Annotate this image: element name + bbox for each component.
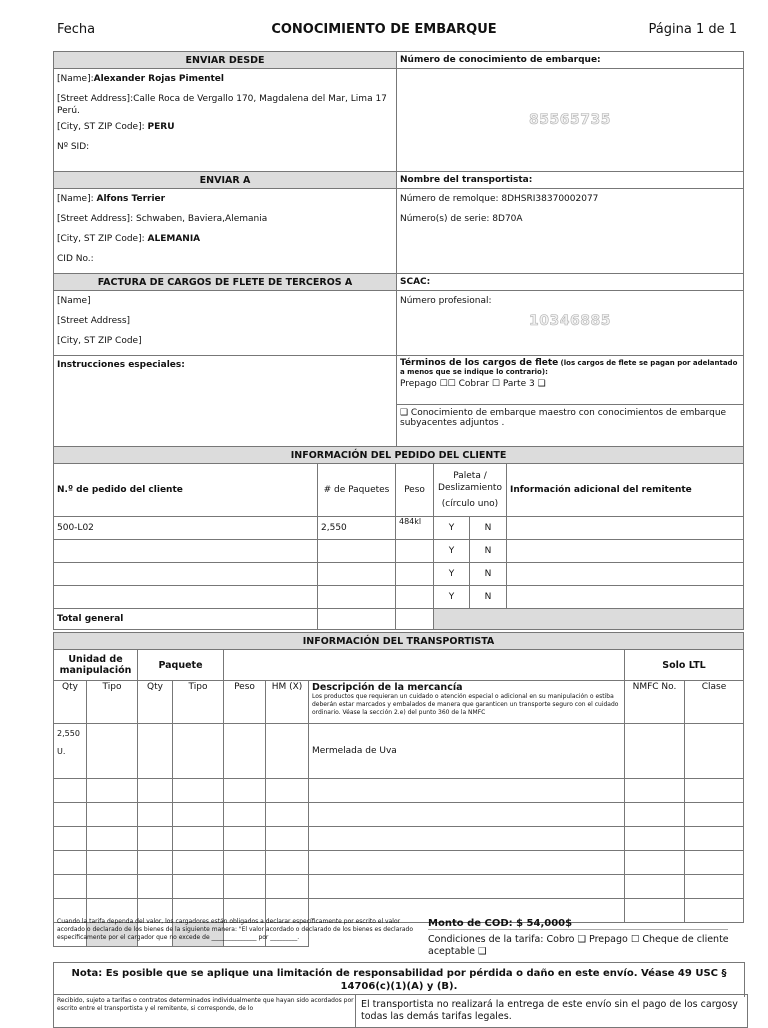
table-row: [54, 724, 744, 779]
master-bol: ❑ Conocimiento de embarque maestro con conocimientos de embarque subyacentes adjuntos .: [397, 405, 744, 450]
cod-amount: Monto de COD: $ 54,000$: [428, 918, 728, 930]
scac-label: SCAC:: [397, 274, 744, 291]
commodity-description: Mermelada de Uva: [309, 724, 625, 779]
order-info: [507, 586, 744, 609]
pkg-type: [173, 724, 224, 779]
ship-to-city-label: [City, ST ZIP Code]:: [57, 234, 145, 244]
carrier-block: [397, 189, 744, 274]
col-nmfc: NMFC No.: [625, 681, 685, 724]
col-pkg-qty: Qty: [138, 681, 173, 724]
document-title: CONOCIMIENTO DE EMBARQUE: [271, 22, 497, 37]
no-delivery-note: El transportista no realizará la entrega de este envío sin el pago de los cargosy todas las demás tarifas legales.: [355, 994, 748, 1028]
customer-order-header: INFORMACIÓN DEL PEDIDO DEL CLIENTE: [54, 447, 744, 464]
order-weight: [396, 540, 434, 563]
ship-from-city: PERU: [147, 122, 175, 132]
ship-from-name: Alexander Rojas Pimentel: [93, 74, 224, 84]
col-order-number: N.º de pedido del cliente: [54, 464, 318, 517]
third-party-street: [Street Address]: [57, 316, 131, 326]
order-info: [507, 517, 744, 540]
nmfc: [625, 724, 685, 779]
table-row: [54, 827, 744, 851]
col-pallet-sub: (círculo uno): [441, 499, 499, 509]
serial-number: Número(s) de serie: 8D70A: [400, 214, 523, 224]
date-label: Fecha: [57, 22, 96, 37]
liability-note: Nota: Es posible que se aplique una limitación de responsabilidad por pérdida o daño en este envío. Véase 49 USC § 14706(c)(1)(A) y (B).: [53, 962, 745, 997]
table-row: [54, 586, 744, 609]
ship-to-header: ENVIAR A: [54, 172, 397, 189]
order-weight: [396, 563, 434, 586]
hu-qty: [54, 724, 87, 779]
ship-from-city-label: [City, ST ZIP Code]:: [57, 122, 145, 132]
third-party-block: [54, 291, 397, 356]
carrier-info-table: [53, 632, 744, 947]
col-pallet: [434, 464, 507, 517]
pallet-y[interactable]: Y: [434, 540, 470, 563]
ship-from-street-label: [Street Address]:: [57, 94, 134, 104]
pallet-n[interactable]: N: [470, 540, 507, 563]
ship-from-sid: Nº SID:: [57, 142, 90, 152]
pallet-n[interactable]: N: [470, 517, 507, 540]
ship-to-cid: CID No.:: [57, 254, 94, 264]
ship-from-block: [54, 69, 397, 172]
order-packages: [318, 586, 396, 609]
col-pallet-label: Paleta / Deslizamiento: [438, 471, 502, 493]
weight: [224, 724, 266, 779]
third-party-city: [City, ST ZIP Code]: [57, 336, 142, 346]
handling-unit-header: Unidad de manipulación: [54, 650, 138, 681]
col-class: Clase: [685, 681, 744, 724]
hu-qty-value: 2,550: [57, 729, 80, 738]
pallet-y[interactable]: Y: [434, 563, 470, 586]
ltl-only-header: Solo LTL: [625, 650, 744, 681]
bol-number-value: 85565735: [529, 112, 611, 128]
table-row: [54, 803, 744, 827]
declared-value-note: Cuando la tarifa dependa del valor, los cargadores están obligados a declarar específicamente por escrito el valor acordado o declarado de los bienes de la siguiente manera: "El valor acordado o declarado de los bienes es declarado específicamente por el cargador que no excede de _______________ por _________.: [57, 918, 414, 941]
ship-from-header: ENVIAR DESDE: [54, 52, 397, 69]
order-packages: [318, 563, 396, 586]
rate-terms: Condiciones de la tarifa: Cobro ❑ Prepago ☐ Cheque de cliente aceptable ❑: [428, 934, 729, 957]
table-row: [54, 875, 744, 899]
table-row: [54, 779, 744, 803]
table-row: [54, 517, 744, 540]
address-table: [53, 51, 744, 450]
col-packages: # de Paquetes: [318, 464, 396, 517]
pallet-n[interactable]: N: [470, 563, 507, 586]
description-title: Descripción de la mercancía: [312, 682, 463, 693]
col-weight: Peso: [396, 464, 434, 517]
grand-total-shaded: [434, 609, 744, 630]
col-description: [309, 681, 625, 724]
order-number: [54, 563, 318, 586]
order-number: 500-L02: [54, 517, 318, 540]
order-packages: 2,550: [318, 517, 396, 540]
pro-number-value: 10346885: [529, 313, 611, 329]
pro-number-label: Número profesional:: [400, 296, 492, 306]
class: [685, 724, 744, 779]
ship-from-street-cont: Perú.: [57, 106, 80, 116]
pro-number-block: [397, 291, 744, 356]
ship-from-name-label: [Name]:: [57, 74, 94, 84]
freight-terms-options: Prepago ☐☐ Cobrar ☐ Parte 3 ❑: [400, 379, 546, 389]
freight-terms-block: [397, 356, 744, 405]
carrier-name-label: Nombre del transportista:: [397, 172, 744, 189]
table-row: [54, 851, 744, 875]
pkg-qty: [138, 724, 173, 779]
table-row: [54, 540, 744, 563]
hm: [266, 724, 309, 779]
blank-header: [224, 650, 625, 681]
col-hm: HM (X): [266, 681, 309, 724]
third-party-header: FACTURA DE CARGOS DE FLETE DE TERCEROS A: [54, 274, 397, 291]
hu-qty-unit: U.: [57, 747, 66, 756]
special-instructions: [54, 356, 397, 450]
col-shipper-info: Información adicional del remitente: [507, 464, 744, 517]
order-weight: [396, 586, 434, 609]
description-note: Los productos que requieran un cuidado o atención especial o adicional en su manipulación o estiba deberán estar marcados y embalados de manera que garanticen un transporte seguro con el cuidado ordinario. Véase la sección 2.e) del punto 360 de la NMFC: [312, 693, 619, 716]
grand-total-weight: [396, 609, 434, 630]
ship-to-street: Schwaben, Baviera,Alemania: [135, 214, 268, 224]
pallet-n[interactable]: N: [470, 586, 507, 609]
grand-total-label: Total general: [54, 609, 318, 630]
order-number: [54, 540, 318, 563]
special-instructions-label: Instrucciones especiales:: [57, 360, 185, 370]
received-note: Recibido, sujeto a tarifas o contratos determinados individualmente que hayan sido acordados por escrito entre el transportista y el remitente, si corresponde, de lo: [53, 994, 358, 1028]
freight-terms-label: Términos de los cargos de flete: [400, 358, 559, 368]
ship-to-name-label: [Name]:: [57, 194, 94, 204]
ship-to-street-label: [Street Address]:: [57, 214, 134, 224]
third-party-name: [Name]: [57, 296, 91, 306]
bol-number-cell: [397, 69, 744, 172]
order-number: [54, 586, 318, 609]
order-packages: [318, 540, 396, 563]
ship-to-city: ALEMANIA: [147, 234, 201, 244]
grand-total-packages: [318, 609, 396, 630]
order-weight: 484kl: [396, 517, 434, 540]
pallet-y[interactable]: Y: [434, 586, 470, 609]
carrier-info-header: INFORMACIÓN DEL TRANSPORTISTA: [54, 633, 744, 650]
col-hu-type: Tipo: [87, 681, 138, 724]
hu-type: [87, 724, 138, 779]
ship-to-name: Alfons Terrier: [96, 194, 166, 204]
col-hu-qty: Qty: [54, 681, 87, 724]
order-info: [507, 540, 744, 563]
customer-order-table: [53, 446, 744, 630]
page-indicator: Página 1 de 1: [648, 22, 737, 37]
freight-terms-note: (los cargos de flete se pagan por adelantado a menos que se indique lo contrario):: [400, 359, 738, 376]
pallet-y[interactable]: Y: [434, 517, 470, 540]
table-row: [54, 563, 744, 586]
cod-block: [428, 918, 743, 958]
order-info: [507, 563, 744, 586]
col-pkg-type: Tipo: [173, 681, 224, 724]
bol-number-label: Número de conocimiento de embarque:: [397, 52, 744, 69]
ship-to-block: [54, 189, 397, 274]
package-header: Paquete: [138, 650, 224, 681]
col-weight: Peso: [224, 681, 266, 724]
trailer-number: Número de remolque: 8DHSRI38370002077: [400, 194, 599, 204]
ship-from-street: Calle Roca de Vergallo 170, Magdalena del Mar, Lima 17: [133, 94, 387, 104]
